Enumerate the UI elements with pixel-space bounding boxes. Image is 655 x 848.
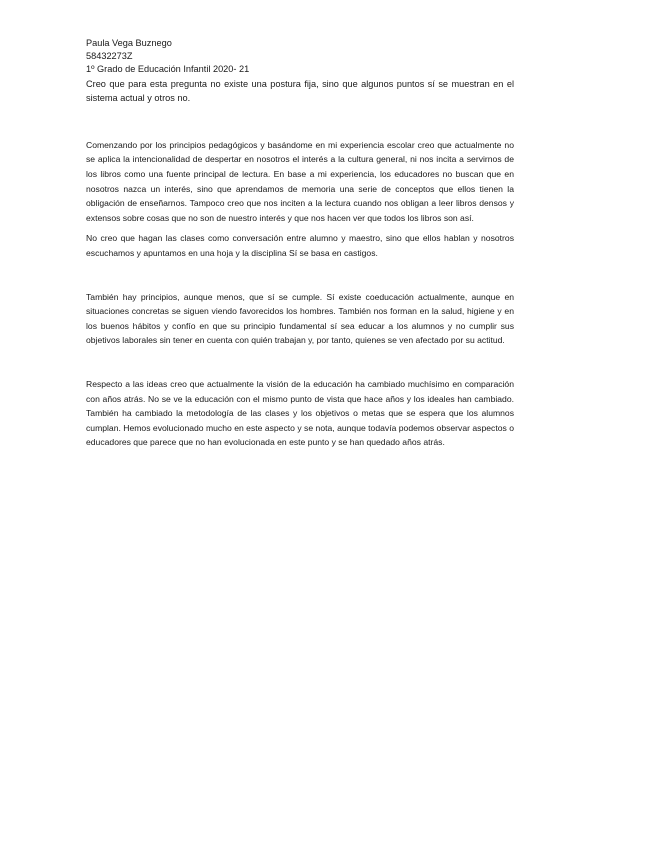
paragraph-ideas: Respecto a las ideas creo que actualmente la visión de la educación ha cambiado muchísimo en comparación con años atrás. No se ve la educación con el mismo punto de vista que hace años y los ideales han cambiado. También ha cambiado la metodología de las clases y los objetivos o metas que se espera que los alumnos cumplan. Hemos evolucionado mucho en este aspecto y se nota, aunque todavía podemos observar aspectos o educadores que parece que no han evolucionada en este punto y se han quedado años atrás. [86, 378, 514, 448]
author-id-number: 58432273Z [86, 51, 133, 62]
paragraph-principios-cumplidos: También hay principios, aunque menos, que sí se cumple. Sí existe coeducación actualmente, aunque en situaciones concretas se siguen viendo favorecidos los hombres. También nos forman en la salud, higiene y en los buenos hábitos y confío en que su principio fundamental sí sea educar a los alumnos y no cumplir sus objetivos laborales sin tener en cuenta con quién trabajan y, por tanto, quienes se ven afectado por su actitud. [86, 291, 514, 346]
paragraph-clases-disciplina: No creo que hagan las clases como conversación entre alumno y maestro, sino que ellos hablan y nosotros escuchamos y apuntamos en una hoja y la disciplina Sí se basa en castigos. [86, 233, 514, 258]
spacer [86, 106, 514, 138]
spacer [86, 261, 514, 290]
document-body [86, 37, 514, 450]
spacer [86, 348, 514, 377]
paragraph-principios-pedagogicos: Comenzando por los principios pedagógicos y basándome en mi experiencia escolar creo que actualmente no se aplica la intencionalidad de despertar en nosotros el interés a la cultura general, ni nos incita a servirnos de los libros como una fuente principal de lectura. En base a mi experiencia, los educadores no buscan que en nosotros nazca un interés, sino que aprendamos de memoria una serie de conceptos que ellos tienen la obligación de enseñarnos. Tampoco creo que nos inciten a la lectura cuando nos obligan a leer libros densos y extensos sobre cosas que no son de nuestro interés y que nos hacen ver que todos los libros son así. [86, 139, 514, 223]
course-line: 1º Grado de Educación Infantil 2020- 21 [86, 64, 250, 75]
author-name: Paula Vega Buznego [86, 38, 172, 48]
intro-paragraph: Creo que para esta pregunta no existe una postura fija, sino que algunos puntos sí se muestran en el sistema actual y otros no. [86, 78, 514, 104]
